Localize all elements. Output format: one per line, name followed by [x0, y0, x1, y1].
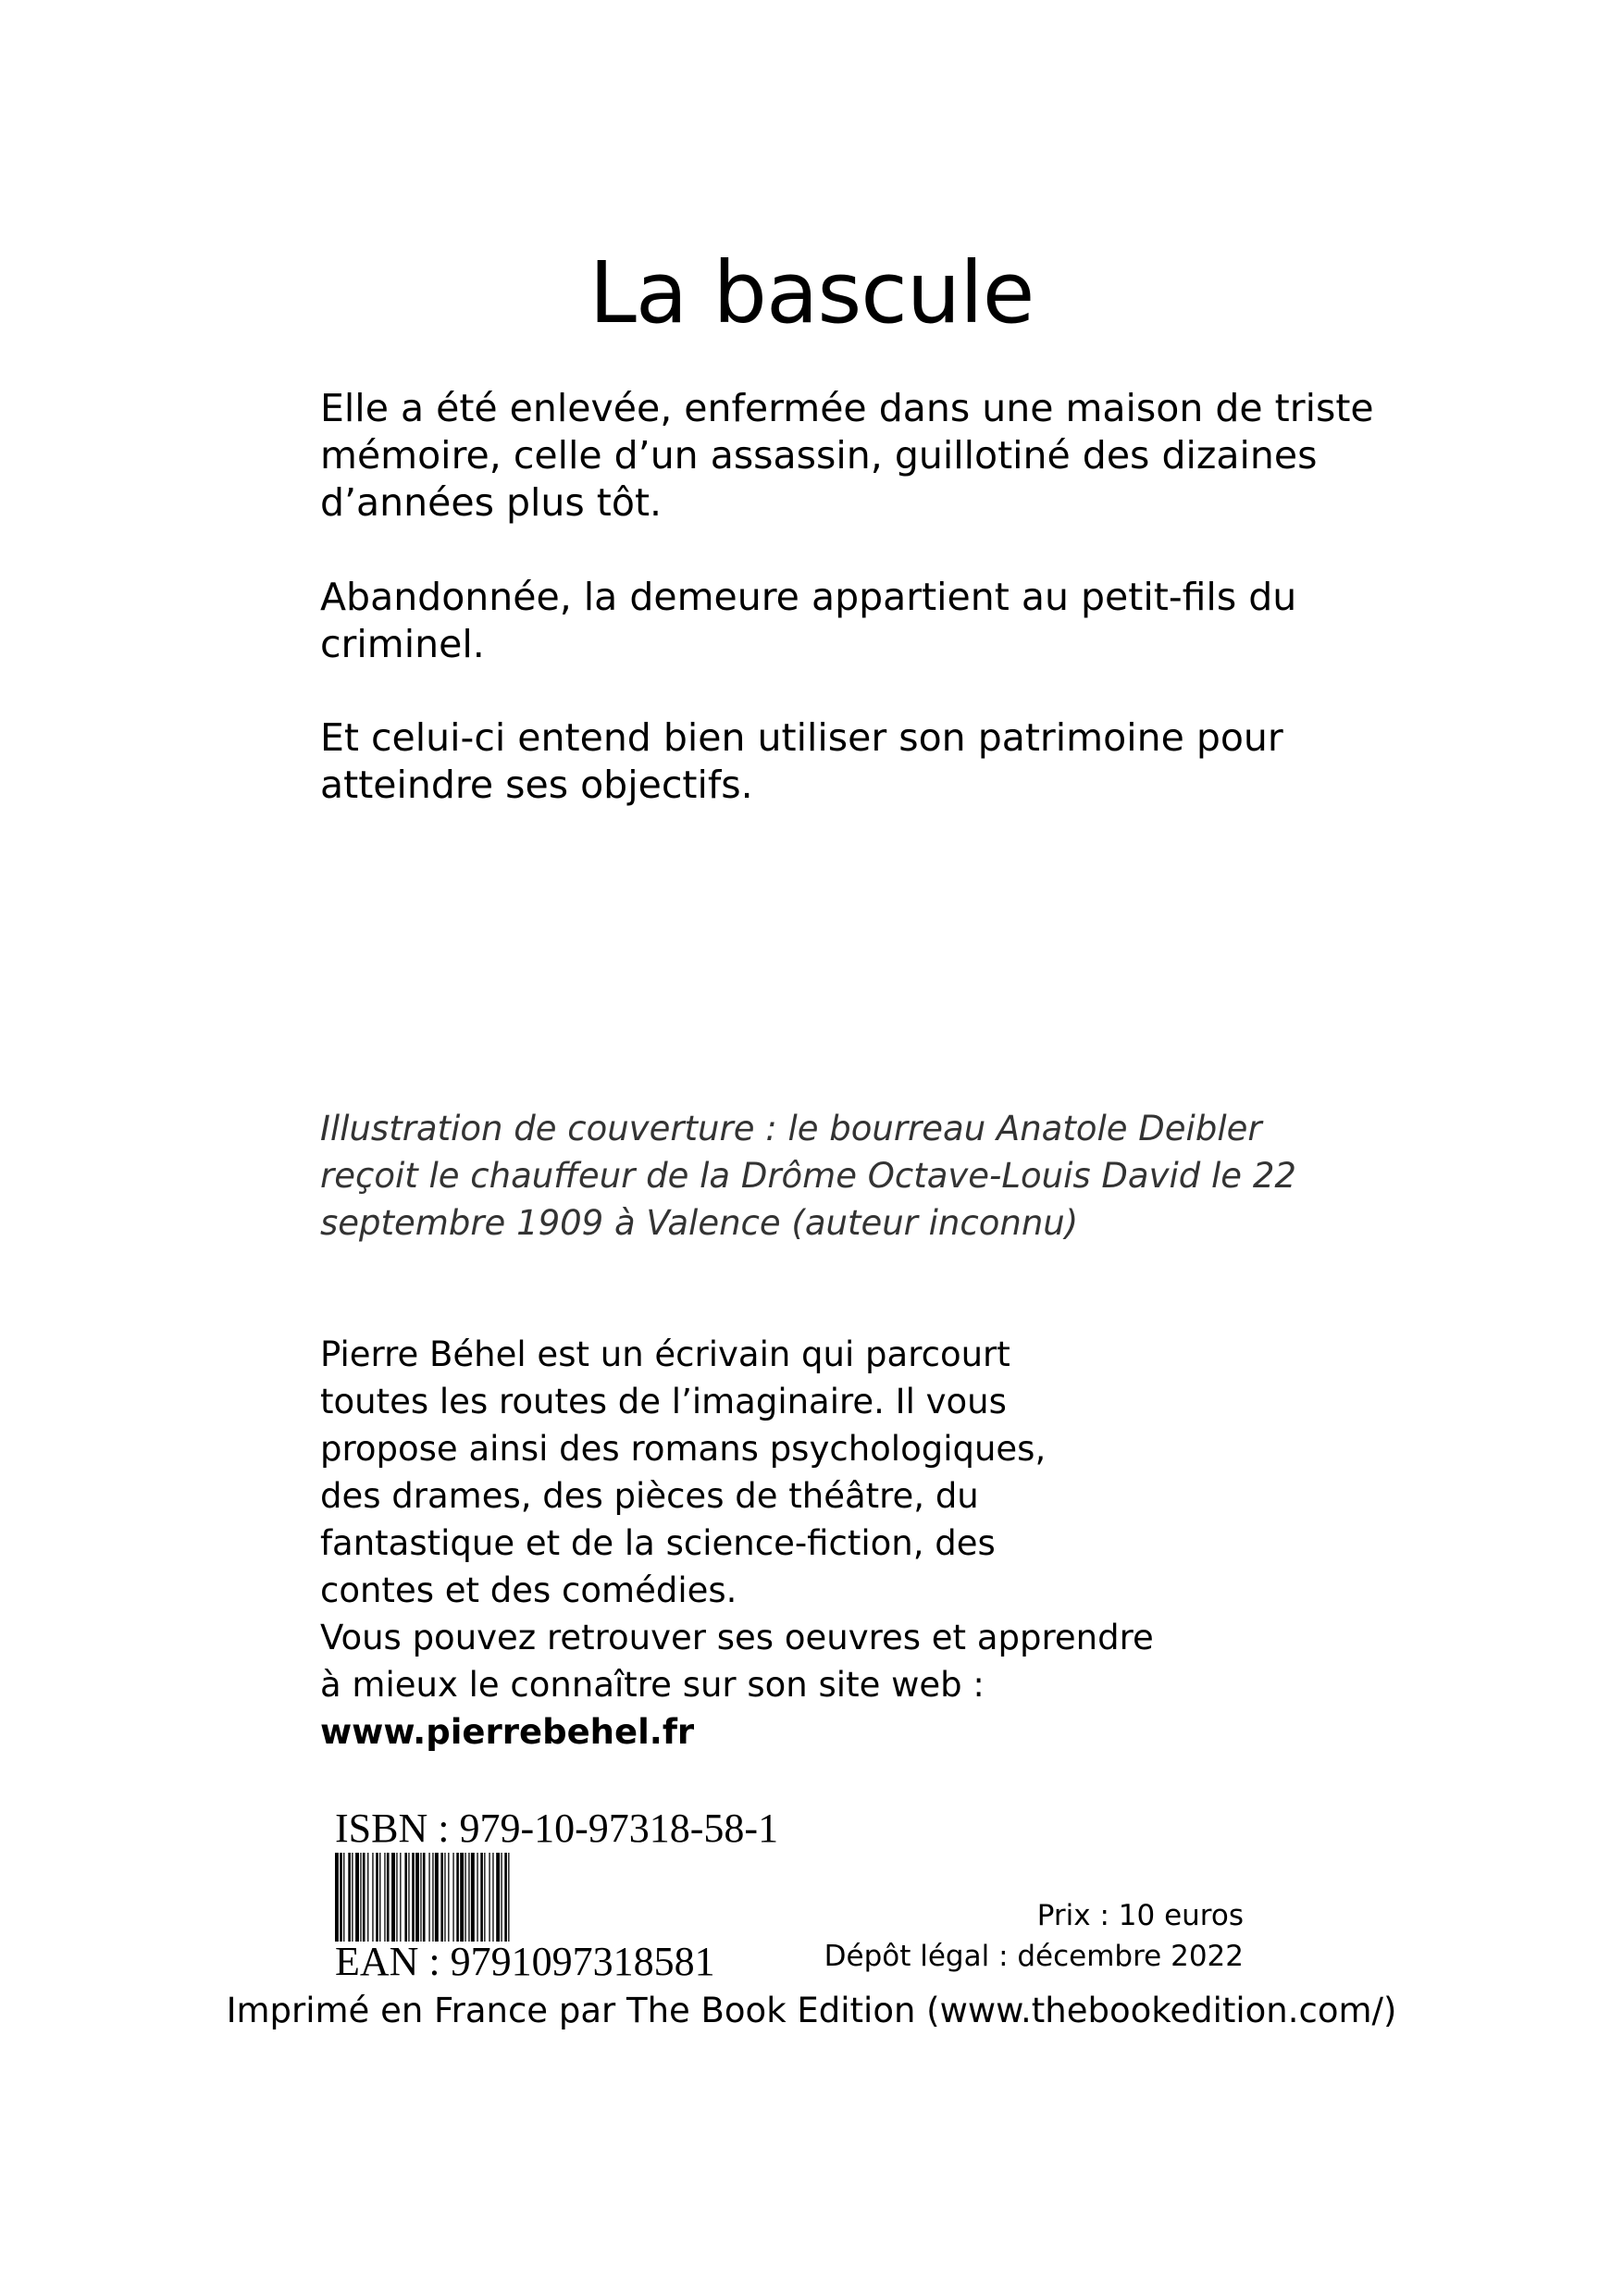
bio-line: toutes les routes de l’imaginaire. Il vous [320, 1382, 1007, 1421]
bio-line: à mieux le connaître sur son site web : [320, 1665, 985, 1705]
price-label: Prix : 10 euros [1036, 1899, 1244, 1932]
book-title: La bascule [588, 243, 1035, 342]
bio-line: contes et des comédies. [320, 1570, 737, 1610]
barcode-icon [335, 1853, 640, 1942]
isbn-label: ISBN : 979-10-97318-58-1 [335, 1806, 779, 1851]
bio-line: des drames, des pièces de théâtre, du [320, 1476, 979, 1516]
blurb-paragraph-2: Abandonnée, la demeure appartient au petit-fils du criminel. [320, 575, 1297, 666]
printer-credit: Imprimé en France par The Book Edition (www.thebookedition.com/) [226, 1991, 1397, 2030]
blurb-paragraph-3: Et celui-ci entend bien utiliser son patrimoine pour atteindre ses objectifs. [320, 715, 1283, 807]
bio-line: fantastique et de la science-fiction, des [320, 1523, 996, 1563]
cover-illustration-caption: Illustration de couverture : le bourreau Anatole Deibler reçoit le chauffeur de la Drôme Octave-Louis David le 22 septembre 1909 à Valence (auteur inconnu) [320, 1109, 1296, 1243]
author-website-link[interactable]: www.pierrebehel.fr [320, 1712, 695, 1752]
ean-label: EAN : 9791097318581 [335, 1939, 715, 1984]
bio-line: Pierre Béhel est un écrivain qui parcourt [320, 1334, 1010, 1374]
author-bio [320, 1331, 1245, 1756]
bio-line: propose ainsi des romans psychologiques, [320, 1429, 1047, 1469]
blurb-paragraph-1: Elle a été enlevée, enfermée dans une maison de triste mémoire, celle d’un assassin, guillotiné des dizaines d’années plus tôt. [320, 386, 1374, 525]
legal-deposit-label: Dépôt légal : décembre 2022 [824, 1940, 1244, 1973]
legal-info [824, 1895, 1244, 1977]
bio-line: Vous pouvez retrouver ses oeuvres et apprendre [320, 1618, 1154, 1657]
